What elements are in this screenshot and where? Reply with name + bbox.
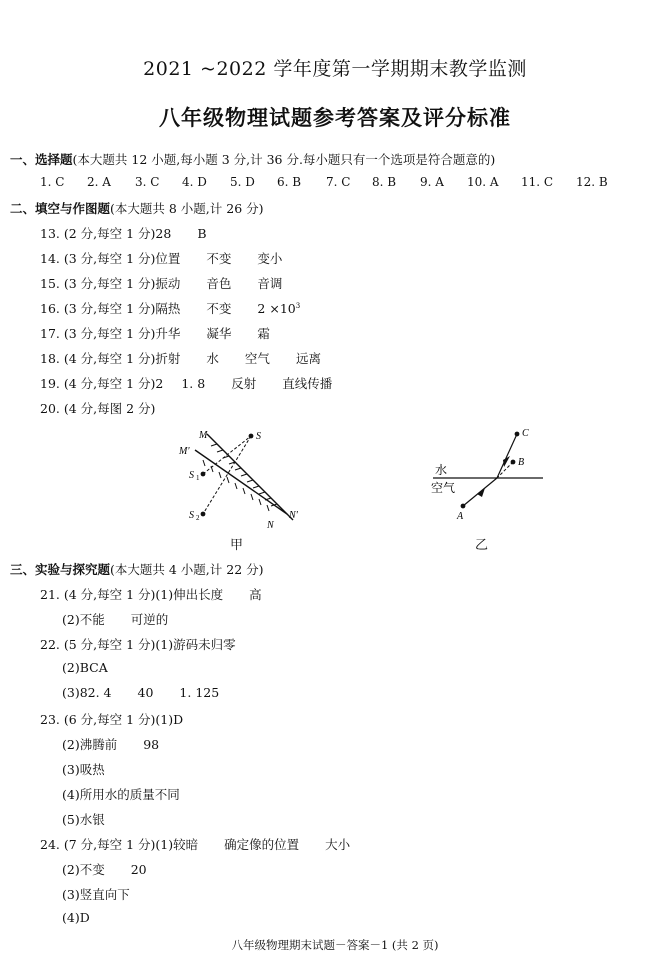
mc-answer: 7. C xyxy=(326,175,351,189)
answer-line-23-2: (2)沸腾前 98 xyxy=(62,737,160,752)
mc-answer: 10. A xyxy=(467,175,499,189)
answer-key-title: 八年级物理试题参考答案及评分标准 xyxy=(159,105,511,130)
label-air: 空气 xyxy=(431,481,456,495)
section-1-note: (本大题共 12 小题,每小题 3 分,计 36 分.每小题只有一个选项是符合题意的) xyxy=(72,152,496,167)
section-1-heading xyxy=(10,150,495,168)
answer-line-15: 15. (3 分,每空 1 分)振动 音色 音调 xyxy=(40,276,283,291)
answer-line-24-4: (4)D xyxy=(62,910,90,925)
point-s2 xyxy=(201,512,206,517)
mc-answer: 3. C xyxy=(135,175,160,189)
mc-answer: 2. A xyxy=(87,175,111,189)
answer-line-24-1: 24. (7 分,每空 1 分)(1)较暗 确定像的位置 大小 xyxy=(40,837,351,852)
label-n: N xyxy=(267,520,274,531)
answer-line-21-2: (2)不能 可逆的 xyxy=(62,612,169,627)
answer-line-23-5: (5)水银 xyxy=(62,812,105,827)
label-m: M xyxy=(199,430,208,441)
section-1-label: 一、选择题 xyxy=(10,152,73,167)
label-water: 水 xyxy=(435,463,448,477)
mc-answer: 8. B xyxy=(372,175,397,189)
dashed-connector xyxy=(203,436,251,474)
point-c xyxy=(515,432,520,437)
label-s1-sub: 1 xyxy=(196,474,200,482)
answer-line-24-2: (2)不变 20 xyxy=(62,862,147,877)
point-b xyxy=(511,460,516,465)
label-s1: S xyxy=(189,470,194,481)
answer-line-23-4: (4)所用水的质量不同 xyxy=(62,787,180,802)
mc-answer: 11. C xyxy=(521,175,554,189)
mc-answer: 5. D xyxy=(230,175,255,189)
exam-title: 2021 ~2022 学年度第一学期期末教学监测 xyxy=(143,58,527,80)
mirror-hatching xyxy=(211,444,277,506)
mc-answer: 1. C xyxy=(40,175,65,189)
answer-line-16: 16. (3 分,每空 1 分)隔热 不变 $2 \times 10^3$ xyxy=(40,301,301,316)
figure-jia-caption: 甲 xyxy=(230,538,244,553)
mc-answer: 9. A xyxy=(420,175,444,189)
figure-jia-mirror-diagram xyxy=(165,422,315,532)
section-2-note: (本大题共 8 小题,计 26 分) xyxy=(110,201,264,216)
answer-line-21-1: 21. (4 分,每空 1 分)(1)伸出长度 高 xyxy=(40,587,262,602)
point-a xyxy=(461,504,466,509)
answer-line-17: 17. (3 分,每空 1 分)升华 凝华 霜 xyxy=(40,326,270,341)
mirror-line-mn xyxy=(207,434,293,520)
label-s2: S xyxy=(189,510,194,521)
section-3-label: 三、实验与探究题 xyxy=(10,562,111,577)
answer-line-19: 19. (4 分,每空 1 分)2 1. 8 反射 直线传播 xyxy=(40,376,333,391)
label-m-prime: M' xyxy=(179,446,190,457)
point-s1 xyxy=(201,472,206,477)
mc-answer: 6. B xyxy=(277,175,302,189)
answer-line-13: 13. (2 分,每空 1 分)28 B xyxy=(40,226,207,241)
answer-line-22-2: (2)BCA xyxy=(62,660,108,675)
page-footer: 八年级物理期末试题－答案－1 (共 2 页) xyxy=(231,938,439,952)
answer-line-23-3: (3)吸热 xyxy=(62,762,105,777)
label-s2-sub: 2 xyxy=(196,514,200,522)
figure-yi-refraction-diagram xyxy=(425,422,550,522)
point-s xyxy=(249,434,254,439)
answer-line-22-3: (3)82. 4 40 1. 125 xyxy=(62,685,220,700)
section-3-note: (本大题共 4 小题,计 22 分) xyxy=(110,562,264,577)
answer-line-14: 14. (3 分,每空 1 分)位置 不变 变小 xyxy=(40,251,283,266)
section-2-heading xyxy=(10,199,264,217)
arrow-head xyxy=(477,488,485,497)
mc-answer: 4. D xyxy=(182,175,207,189)
answer-line-23-1: 23. (6 分,每空 1 分)(1)D xyxy=(40,712,184,727)
answer-line-18: 18. (4 分,每空 1 分)折射 水 空气 远离 xyxy=(40,351,321,366)
label-b: B xyxy=(518,457,525,468)
label-c: C xyxy=(522,428,529,439)
answer-line-24-3: (3)竖直向下 xyxy=(62,887,130,902)
label-a: A xyxy=(457,511,464,522)
section-2-label: 二、填空与作图题 xyxy=(10,201,111,216)
answer-line-20: 20. (4 分,每图 2 分) xyxy=(40,401,156,416)
mc-answer: 12. B xyxy=(576,175,608,189)
answer-line-22-1: 22. (5 分,每空 1 分)(1)游码未归零 xyxy=(40,637,236,652)
section-3-heading xyxy=(10,560,264,578)
label-s: S xyxy=(256,431,261,442)
label-n-prime: N' xyxy=(289,510,298,521)
ray-from-c xyxy=(497,434,517,478)
figure-yi-caption: 乙 xyxy=(475,538,489,553)
